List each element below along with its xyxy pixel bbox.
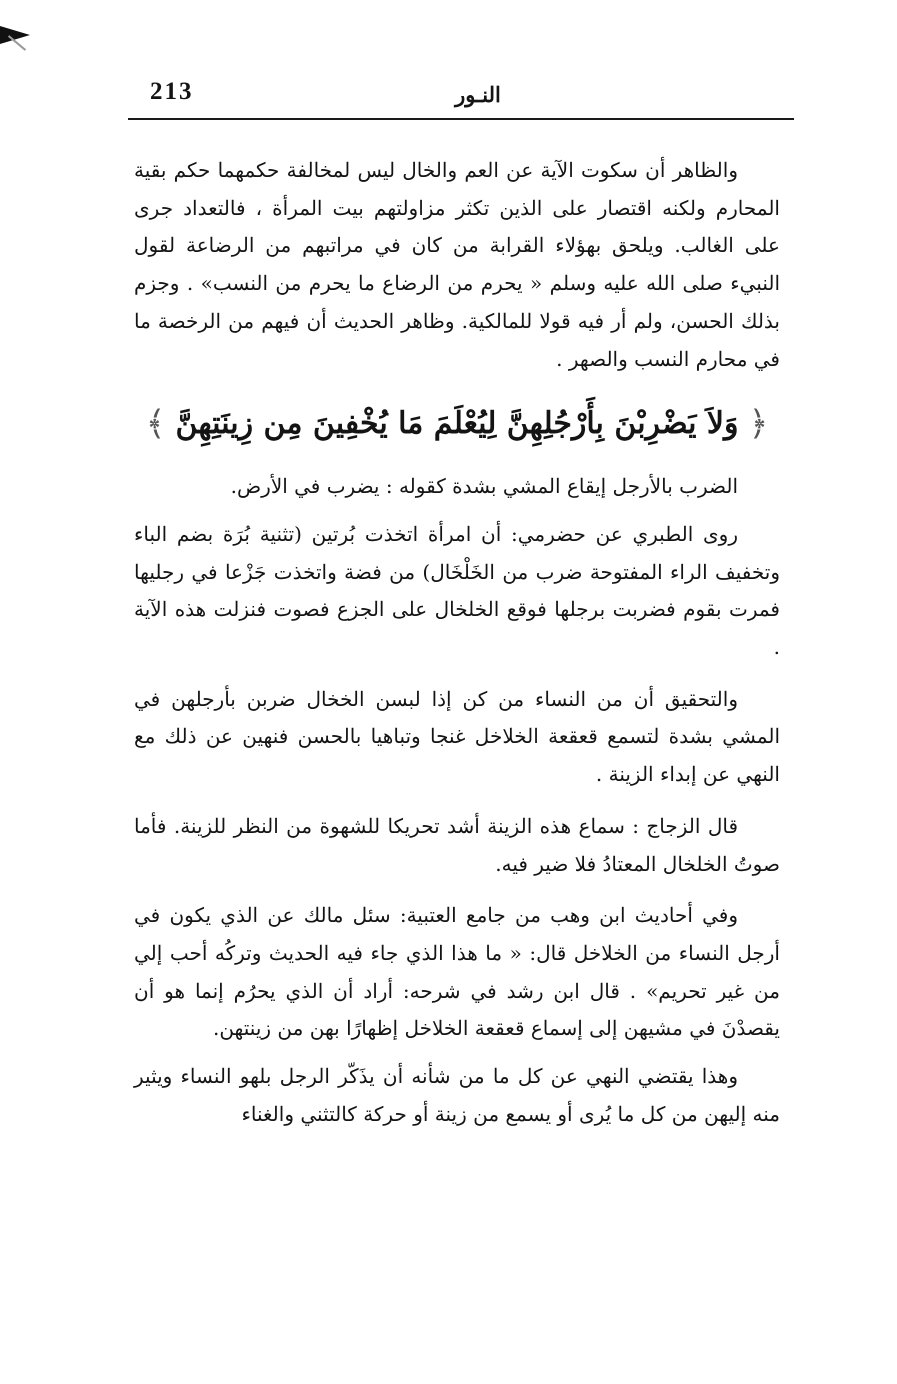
paragraph-7: وهذا يقتضي النهي عن كل ما من شأنه أن يذَكّر الرجل بلهو النساء ويثير منه إليهن من كل ما يُرى أو يسمع من زينة أو حركة كالتثني والغناء — [134, 1064, 780, 1126]
verse-close-bracket: ﴾ — [145, 403, 166, 444]
verse-open-bracket: ﴿ — [748, 403, 769, 444]
page-header — [128, 72, 794, 120]
paragraph-1: والظاهر أن سكوت الآية عن العم والخال ليس لمخالفة حكمهما حكم بقية المحارم ولكنه اقتصار على الذين تكثر مزاولتهم بيت المرأة ، فالتعداد جرى على الغالب. ويلحق بهؤلاء القرابة من كان في مراتبهم من الرضاعة لقول النبيء صلى الله عليه وسلم « يحرم من الرضاع ما يحرم من النسب» . وجزم بذلك الحسن، ولم أر فيه قولا للمالكية. وظاهر الحديث أن فيهم من الرخصة ما في محارم النسب والصهر . — [134, 158, 780, 371]
verse-text: وَلاَ يَضْرِبْنَ بِأَرْجُلِهِنَّ لِيُعْلَمَ مَا يُخْفِينَ مِن زِينَتِهِنَّ — [175, 405, 739, 441]
quran-verse — [134, 400, 780, 446]
paragraph-5: قال الزجاج : سماع هذه الزينة أشد تحريكا للشهوة من النظر للزينة. فأما صوتُ الخلخال المعتادُ فلا ضير فيه. — [134, 813, 780, 876]
paragraph-3: روى الطبري عن حضرمي: أن امرأة اتخذت بُرتين (تثنية بُرَة بضم الباء وتخفيف الراء المفتوحة ضرب من الخَلْخَال) من فضة واتخذت جَزْعا في رجليها فمرت بقوم فضربت برجلها فوقع الخلخال على الجزع فصوت فنزلت هذه الآية . — [134, 521, 780, 660]
header-rule — [128, 118, 794, 120]
paragraph-2: الضرب بالأرجل إيقاع المشي بشدة كقوله : يضرب في الأرض. — [230, 474, 738, 499]
running-title: النـور — [455, 82, 501, 107]
page-body — [134, 152, 780, 1133]
paragraph-6: وفي أحاديث ابن وهب من جامع العتبية: سئل مالك عن الذي يكون في أرجل النساء من الخلاخل قال: « ما هذا الذي جاء فيه الحديث وتركُه أحب إلي من غير تحريم» . قال ابن رشد في شرحه: أراد أن الذي يحرُم إنما هو أن يقصدْنَ في مشيهن إلى إسماع قعقعة الخلاخل إظهارًا بهن من زينتهن. — [134, 903, 780, 1041]
page-number: 213 — [150, 78, 194, 105]
paragraph-4: والتحقيق أن من النساء من كن إذا لبسن الخخال ضربن بأرجلهن في المشي بشدة لتسمع قعقعة الخلاخل غنجا وتباهيا بالحسن فنهين عن ذلك مع النهي عن إبداء الزينة . — [134, 686, 780, 787]
